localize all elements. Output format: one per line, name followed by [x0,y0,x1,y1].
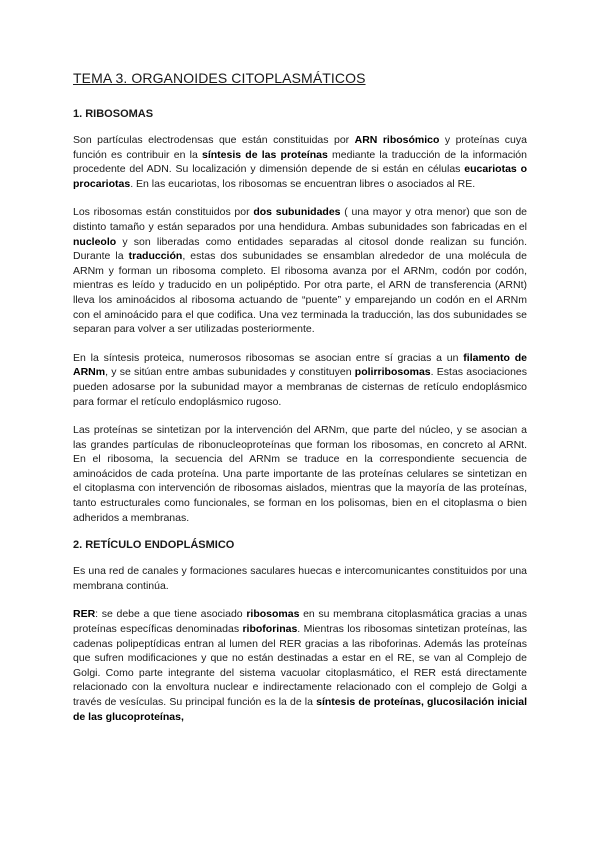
bold-term: traducción [128,250,183,263]
text-run: en su membrana citoplasmática gracias a unas proteínas específicas denominadas [73,608,527,636]
bold-term: síntesis de las proteínas [202,148,328,161]
bold-term: RER [73,608,96,621]
text-run: Las proteínas se sintetizan por la intervención del ARNm, que parte del núcleo, y se asocian a las grandes partículas de ribonucleoproteínas que forman los ribosomas, en concreto al ARNt. En el ribosoma, la secuencia del ARNm se traduce en la correspondiente secuencia de aminoácidos de cada proteína. Una parte importante de las proteínas celulares se sintetizan en el citoplasma con intervención de ribosomas aislados, mientras que la mayoría de las proteínas, tanto estructurales como funcionales, se forman en los polisomas, bien en el citoplasma o bien adheridos a membranas. [73,424,527,524]
section-ribosomas [73,108,527,525]
text-run: Son partículas electrodensas que están constituidas por [73,134,355,146]
bold-term: dos subunidades [253,206,341,219]
bold-term: ribosomas [246,608,300,621]
paragraph [73,205,527,336]
text-run: . Mientras los ribosomas sintetizan proteínas, las cadenas polipeptídicas entran al lumen del RER gracias a las riboforinas. Además las proteínas que sufren modificaciones y que no están destinadas a estar en el RE, se van al Complejo de Golgi. Como parte integrante del sistema vacuolar citoplasmático, el RER está directamente relacionado con la envoltura nuclear e indirectamente relacionado con el complejo de Golgi a través de vesículas. Su principal función es la de la [73,623,527,708]
bold-term: riboforinas [242,623,298,636]
text-run: , y se sitúan entre ambas subunidades y constituyen [105,366,355,379]
paragraph [73,607,527,724]
text-run: Es una red de canales y formaciones saculares huecas e intercomunicantes constituidos por una membrana continúa. [73,565,527,592]
text-run: . Estas asociaciones pueden adosarse por la subunidad mayor a membranas de cisternas de retículo endoplásmico para formar el retículo endoplásmico rugoso. [73,366,527,408]
text-run: : se debe a que tiene asociado [95,608,247,621]
bold-term: polirribosomas [354,366,431,379]
text-run: ( una mayor y otra menor) que son de distinto tamaño y están separados por una hendidura. Ambas subunidades son fabricadas en el [73,206,528,233]
text-run: . En las eucariotas, los ribosomas se encuentran libres o asociados al RE. [130,177,476,190]
bold-term: ARN ribosómico [354,134,440,146]
paragraph [73,351,527,409]
paragraph [73,133,527,191]
text-run: En la síntesis proteica, numerosos ribosomas se asocian entre sí gracias a un [73,351,464,364]
bold-term: síntesis de proteínas, glucosilación inicial de las glucoproteínas, [73,696,527,723]
section-heading-reticulo: 2. RETÍCULO ENDOPLÁSMICO [73,539,235,552]
section-heading-ribosomas: 1. RIBOSOMAS [73,108,154,120]
text-run: y proteínas cuya función es contribuir en la [73,134,527,161]
paragraph [73,423,527,525]
text-run: Los ribosomas están constituidos por [73,206,254,219]
text-run: , estas dos subunidades se ensamblan alrededor de una molécula de ARNm y forman un ribosoma completo. El ribosoma avanza por el ARNm, codón por codón, mientras es leído y traducido en un polipéptido. Por otra parte, el ARN de transferencia (ARNt) lleva los aminoácidos al ribosoma actuando de “puente” y emparejando un codón en el ARNm con el aminoácido para el que codifica. Una vez terminada la traducción, las dos subunidades se separan para volver a ser utilizadas posteriormente. [73,250,527,336]
text-run: y son liberadas como entidades separadas al citosol donde realizan su función. Durante la [73,235,527,263]
bold-term: filamento de ARNm [73,351,527,379]
section-reticulo-endoplasmico [73,539,527,724]
text-run: mediante la traducción de la información procedente del ADN. Su localización y dimensión depende de si están en células [73,148,527,176]
paragraph [73,564,527,593]
bold-term: nucleolo [73,235,117,248]
bold-term: eucariotas o procariotas [73,163,528,190]
document-title: TEMA 3. ORGANOIDES CITOPLASMÁTICOS [73,70,366,86]
